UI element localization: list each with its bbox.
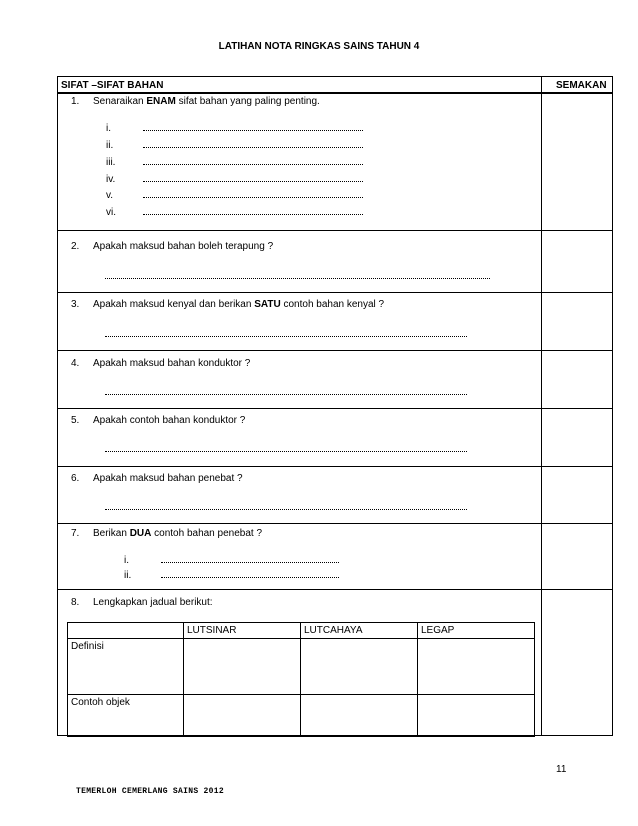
page-number: 11: [556, 764, 567, 775]
answer-line-q4[interactable]: [105, 394, 467, 395]
divider: [58, 408, 612, 409]
divider: [58, 523, 612, 524]
header-divider: [58, 92, 612, 94]
divider: [58, 466, 612, 467]
answer-line-q7-i[interactable]: i.: [124, 553, 339, 566]
answer-line-i[interactable]: i.: [106, 121, 363, 134]
row-label-definisi: Definisi: [68, 639, 184, 695]
table-cell[interactable]: [418, 639, 535, 695]
column-header-legap: LEGAP: [418, 623, 535, 639]
table-cell[interactable]: [418, 695, 535, 737]
properties-table: [67, 622, 535, 737]
answer-line-q3[interactable]: [105, 336, 467, 337]
table-corner-cell: [68, 623, 184, 639]
answer-line-iv[interactable]: iv.: [106, 172, 363, 185]
worksheet: [57, 76, 613, 736]
divider: [58, 350, 612, 351]
question-6: 6. Apakah maksud bahan penebat ?: [71, 473, 243, 484]
answer-line-q7-ii[interactable]: ii.: [124, 568, 339, 581]
answer-line-q2[interactable]: [105, 278, 490, 279]
question-1: 1. Senaraikan ENAM sifat bahan yang paling penting.: [71, 96, 320, 107]
column-header-lutcahaya: LUTCAHAYA: [301, 623, 418, 639]
table-header-row: [68, 623, 535, 639]
question-7: 7. Berikan DUA contoh bahan penebat ?: [71, 528, 263, 539]
divider: [58, 292, 612, 293]
question-3: 3. Apakah maksud kenyal dan berikan SATU contoh bahan kenyal ?: [71, 299, 385, 310]
question-4: 4. Apakah maksud bahan konduktor ?: [71, 358, 251, 369]
divider: [58, 589, 612, 590]
question-5: 5. Apakah contoh bahan konduktor ?: [71, 415, 246, 426]
answer-line-iii[interactable]: iii.: [106, 155, 363, 168]
table-row: [68, 639, 535, 695]
table-row: [68, 695, 535, 737]
document-title: LATIHAN NOTA RINGKAS SAINS TAHUN 4: [218, 41, 420, 52]
answer-line-ii[interactable]: ii.: [106, 138, 363, 151]
table-cell[interactable]: [301, 695, 418, 737]
answer-line-vi[interactable]: vi.: [106, 205, 363, 218]
question-2: 2. Apakah maksud bahan boleh terapung ?: [71, 241, 274, 252]
answer-line-v[interactable]: v.: [106, 188, 363, 201]
answer-line-q6[interactable]: [105, 509, 467, 510]
semakan-heading: SEMAKAN: [556, 80, 607, 91]
table-cell[interactable]: [184, 695, 301, 737]
question-8: 8. Lengkapkan jadual berikut:: [71, 597, 213, 608]
table-cell[interactable]: [301, 639, 418, 695]
answer-line-q5[interactable]: [105, 451, 467, 452]
row-label-contoh-objek: Contoh objek: [68, 695, 184, 737]
footer-label: TEMERLOH CEMERLANG SAINS 2012: [76, 787, 224, 796]
semakan-column-divider: [541, 77, 542, 735]
section-heading: SIFAT –SIFAT BAHAN: [61, 80, 164, 91]
column-header-lutsinar: LUTSINAR: [184, 623, 301, 639]
table-cell[interactable]: [184, 639, 301, 695]
divider: [58, 230, 612, 231]
